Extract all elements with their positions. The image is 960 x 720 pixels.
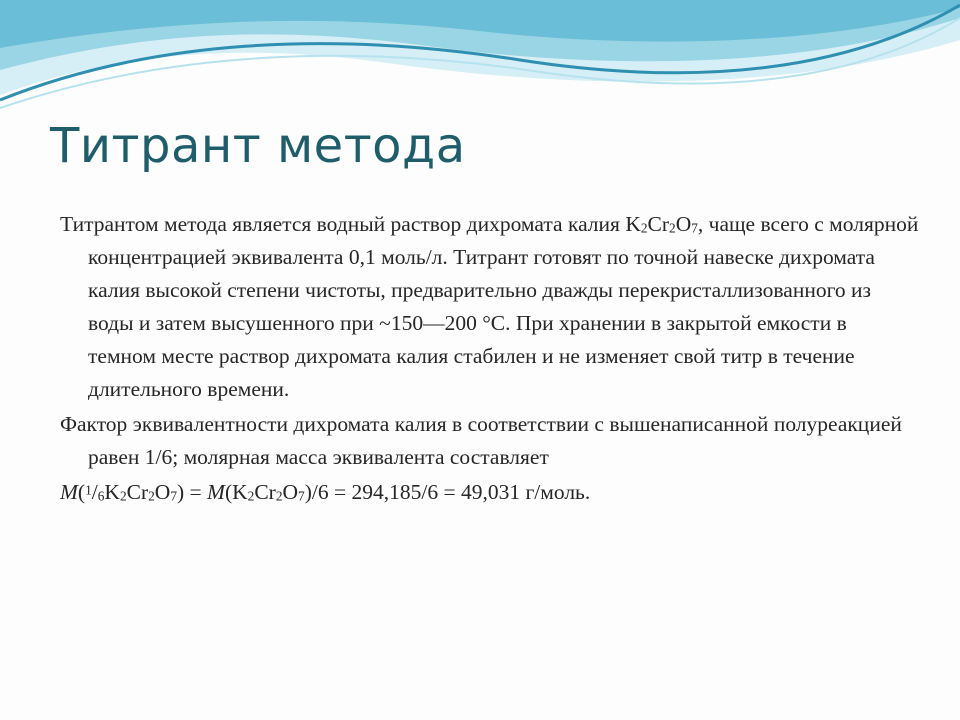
formula-element: O xyxy=(675,212,692,236)
molar-mass-symbol: M xyxy=(207,480,225,504)
formula-element: Cr xyxy=(647,212,670,236)
slide-body xyxy=(60,208,920,509)
formula-subscript: 7 xyxy=(691,220,698,236)
formula-element: O xyxy=(154,480,171,504)
fraction-denominator: 6 xyxy=(97,488,105,504)
formula-k2cr2o7 xyxy=(625,212,698,236)
formula-element: Cr xyxy=(254,480,276,504)
formula-subscript: 2 xyxy=(247,488,255,504)
molar-mass-symbol: M xyxy=(60,480,78,504)
formula-subscript: 2 xyxy=(669,220,676,236)
formula-element: Cr xyxy=(126,480,149,504)
formula-element: K xyxy=(104,480,120,504)
decorative-waves-header xyxy=(0,0,960,130)
formula-paren: ( xyxy=(224,480,233,504)
formula-subscript: 2 xyxy=(275,488,283,504)
fraction-numerator: 1 xyxy=(85,482,92,498)
formula-element: K xyxy=(232,480,248,504)
formula-subscript: 2 xyxy=(119,488,127,504)
paragraph-equivalence-factor: Фактор эквивалентности дихромата калия в соответствии с вышенаписанной полуреакцией равен 1/6; молярная масса эквивалента составляет xyxy=(60,412,902,469)
slide-title: Титрант метода xyxy=(50,118,466,174)
formula-subscript: 2 xyxy=(640,220,648,236)
paragraph-text: , чаще всего с молярной концентрацией эквивалента 0,1 моль/л. Титрант готовят по точной навеске дихромата калия высокой степени чистоты, предварительно дважды перекристаллизованного из воды и затем высушенного при ~150—200 °С. При хранении в закрытой емкости в темном месте раствор дихромата калия стабилен и не изменяет свой титр в течение длительного времени. xyxy=(88,212,919,401)
formula-text: )/6 = 294,185/6 = 49,031 г/моль. xyxy=(304,480,591,504)
paragraph-titrant-description xyxy=(60,208,920,406)
formula-text: ) = xyxy=(177,480,208,504)
fraction-separator: / xyxy=(91,480,98,504)
formula-element: K xyxy=(625,212,641,236)
formula-subscript: 2 xyxy=(148,488,155,504)
formula-element: O xyxy=(282,480,299,504)
paragraph-text: Титрантом метода является водный раствор дихромата калия xyxy=(60,212,626,236)
formula-paren: ( xyxy=(77,480,86,504)
paragraph-molar-mass-formula xyxy=(60,476,920,509)
formula-subscript: 7 xyxy=(298,488,305,504)
formula-subscript: 7 xyxy=(170,488,177,504)
